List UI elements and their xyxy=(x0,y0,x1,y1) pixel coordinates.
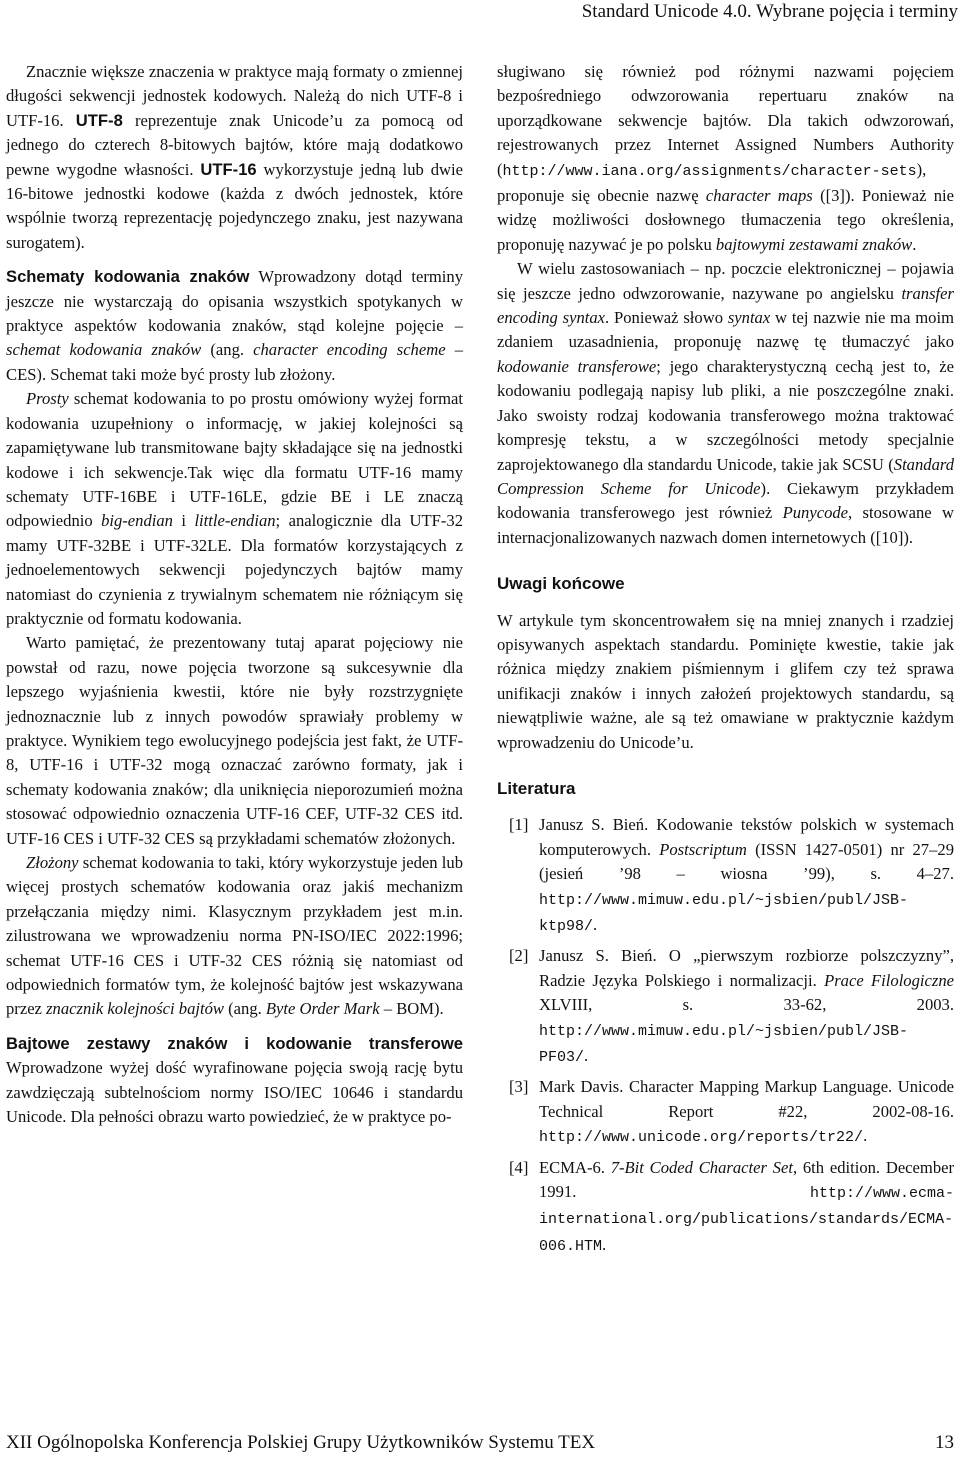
run-in-heading: Schematy kodowania znaków xyxy=(6,267,250,287)
section-title-bibliography: Literatura xyxy=(497,778,576,798)
paragraph-compound-scheme: Złożony schemat kodowania to taki, który wykorzystuje jeden lub więcej prostych schematów kodowania oraz jakiś mechanizm przełączania między nimi. Klasycznym przykładem jest m.in. zilustrowana we wprowadzeniu norma PN-ISO/IEC 2022:1996; schemat UTF-16 CES i UTF-32 CES różnią się natomiast od odpowiednich formatów tym, że kolejność bajtów jest wskazywana przez znacznik kolejności bajtów (ang. Byte Order Mark – BOM). xyxy=(6,853,463,1019)
paragraph-transfer-encoding: W wielu zastosowaniach – np. poczcie elektronicznej – pojawia się jeszcze jedno odwzorowanie, nazywane po angielsku transfer encoding syntax. Ponieważ słowo syntax w tej nazwie nie ma moim zdaniem uzasadnienia, proponuję nazwę tę tłumaczyć jako kodowanie transferowe; jego charakterystyczną cechą jest to, że kodowaniu podlegają napisy lub pliki, a nie poszczególne znaki. Jako swoisty rodzaj kodowania transferowego można traktować kompresję tekstu, a w szczególności metody specjalnie zaprojektowanego dla standardu Unicode, takie jak SCSU (Standard Compression Scheme for Unicode). Ciekawym przykładem kodowania transferowego jest również Punycode, stosowane w internacjonalizowanych nazwach domen internetowych ([10]). xyxy=(497,259,954,547)
page-footer xyxy=(6,1432,954,1454)
reference-item: [3] Mark Davis. Character Mapping Markup Language. Unicode Technical Report #22, 2002-08-16. http://www.unicode.org/reports/tr22/. xyxy=(509,1077,954,1147)
paragraph-conceptual-apparatus: Warto pamiętać, że prezentowany tutaj aparat pojęciowy nie powstał od razu, nowe pojęcia tworzone są sukcesywnie dla lepszego wyjaśnienia kwestii, które nie były rozstrzygnięte jednoznacznie lub z innych powodów sprawiały problemy w praktyce. Wynikiem tego ewolucyjnego podejścia jest fakt, że UTF-8, UTF-16 i UTF-32 mogą oznaczać zarówno formaty, jak i schematy kodowania znaków; dla uniknięcia nieporozumień można stosować odpowiednio oznaczenia UTF-16 CEF, UTF-32 CES itd. UTF-16 CES i UTF-32 CES są przykładami schematów złożonych. xyxy=(6,633,463,848)
reference-item: [1] Janusz S. Bień. Kodowanie tekstów polskich w systemach komputerowych. Postscriptum (ISSN 1427-0501) nr 27–29 (jesień ’98 – wiosna ’99), s. 4–27. http://www.mimuw.edu.pl/~jsbien/publ/JSB-ktp98/. xyxy=(509,815,954,935)
reference-item: [2] Janusz S. Bień. O „pierwszym rozbiorze polszczyzny”, Radzie Języka Polskiego i normalizacji. Prace Filologiczne XLVIII, s. 33-62, 2003. http://www.mimuw.edu.pl/~jsbien/publ/JSB-PF03/. xyxy=(509,946,954,1067)
page-number: 13 xyxy=(935,1432,954,1453)
reference-item: [4] ECMA-6. 7-Bit Coded Character Set, 6th edition. December 1991. http://www.ecma-international.org/publications/standards/ECMA-006.HTM. xyxy=(509,1157,955,1255)
url-link: http://www.mimuw.edu.pl/~jsbien/publ/JSB-PF03/ xyxy=(539,1022,909,1067)
reference-list xyxy=(497,813,954,1259)
paragraph-byte-charsets: Bajtowe zestawy znaków i kodowanie transferowe Wprowadzone wyżej dość wyrafinowane pojęcia swoją rację bytu zawdzięczają subtelnościom normy ISO/IEC 10646 i standardu Unicode. Dla pełności obrazu warto powiedzieć, że w praktyce po- xyxy=(6,1033,463,1127)
paragraph-character-maps: sługiwano się również pod różnymi nazwami pojęciem bezpośredniego odwzorowania repertuaru znaków na uporządkowane sekwencje bajtów. Dla takich odwzorowań, rejestrowanych przez Internet Assigned Numbers Authority (http://www.iana.org/assignments/character-sets), proponuje się obecnie nazwę character maps ([3]). Ponieważ nie widzę możliwości dosłownego tłumaczenia tego określenia, proponuję nazywać je po polsku bajtowymi zestawami znaków. xyxy=(497,62,955,254)
left-column xyxy=(6,60,463,1129)
paragraph-simple-scheme: Prosty schemat kodowania to po prostu omówiony wyżej format kodowania uzupełniony o informację, w jakiej kolejności są zapamiętywane lub transmitowane bajty składające się na jednostki kodowe i ich sekwencje.Tak więc dla formatu UTF-16 mamy schematy UTF-16BE i UTF-16LE, gdzie BE i LE znaczą odpowiednio big-endian i little-endian; analogicznie dla UTF-32 mamy UTF-32BE i UTF-32LE. Dla formatów korzystających z jednoelementowych sekwencji pojedynczych bajtów mamy natomiast do czynienia z trywialnym schematem nie różniącym się praktycznie od formatu kodowania. xyxy=(6,389,463,628)
run-in-heading: Bajtowe zestawy znaków i kodowanie transferowe xyxy=(6,1033,463,1053)
running-title: Standard Unicode 4.0. Wybrane pojęcia i terminy xyxy=(581,1,958,22)
url-link: http://www.mimuw.edu.pl/~jsbien/publ/JSB-ktp98/ xyxy=(539,891,909,935)
paragraph-utf-formats: Znacznie większe znaczenia w praktyce mają formaty o zmiennej długości sekwencji jednostek kodowych. Należą do nich UTF-8 i UTF-16. UTF-8 reprezentuje znak Unicode’u za pomocą od jednego do czterech 8-bitowych bajtów, które mają dodatkowo pewne wygodne własności. UTF-16 wykorzystuje jedną lub dwie 16-bitowe jednostki kodowe (każda z dwóch jednostek, które wspólnie tworzą reprezentację pojedynczego znaku, jest nazywana surogatem). xyxy=(6,62,464,252)
url-link: http://www.ecma-international.org/publications/standards/ECMA-006.HTM xyxy=(539,1185,954,1255)
section-title-final-remarks: Uwagi końcowe xyxy=(497,574,625,594)
url-link: http://www.iana.org/assignments/character-sets xyxy=(502,162,917,180)
url-link: http://www.unicode.org/reports/tr22/ xyxy=(539,1129,864,1147)
paragraph-encoding-schemes: Schematy kodowania znaków Wprowadzony dotąd terminy jeszcze nie wystarczają do opisania wszystkich spotykanych w praktyce aspektów kodowania znaków, stąd kolejne pojęcie – schemat kodowania znaków (ang. character encoding scheme – CES). Schemat taki może być prosty lub złożony. xyxy=(6,267,464,384)
paragraph-final-remarks: W artykule tym skoncentrowałem się na mniej znanych i rzadziej opisywanych aspektach standardu. Pominięte kwestie, takie jak różnica między znakiem piśmiennym i glifem czy też sprawa unifikacji znaków i innych założeń projektowych standardu, są niewątpliwie ważne, ale są też omawiane w praktycznie każdym wprowadzeniu do Unicode’u. xyxy=(497,610,954,752)
right-column xyxy=(497,60,954,1264)
conference-name: XII Ogólnopolska Konferencja Polskiej Grupy Użytkowników Systemu TEX xyxy=(6,1432,596,1453)
